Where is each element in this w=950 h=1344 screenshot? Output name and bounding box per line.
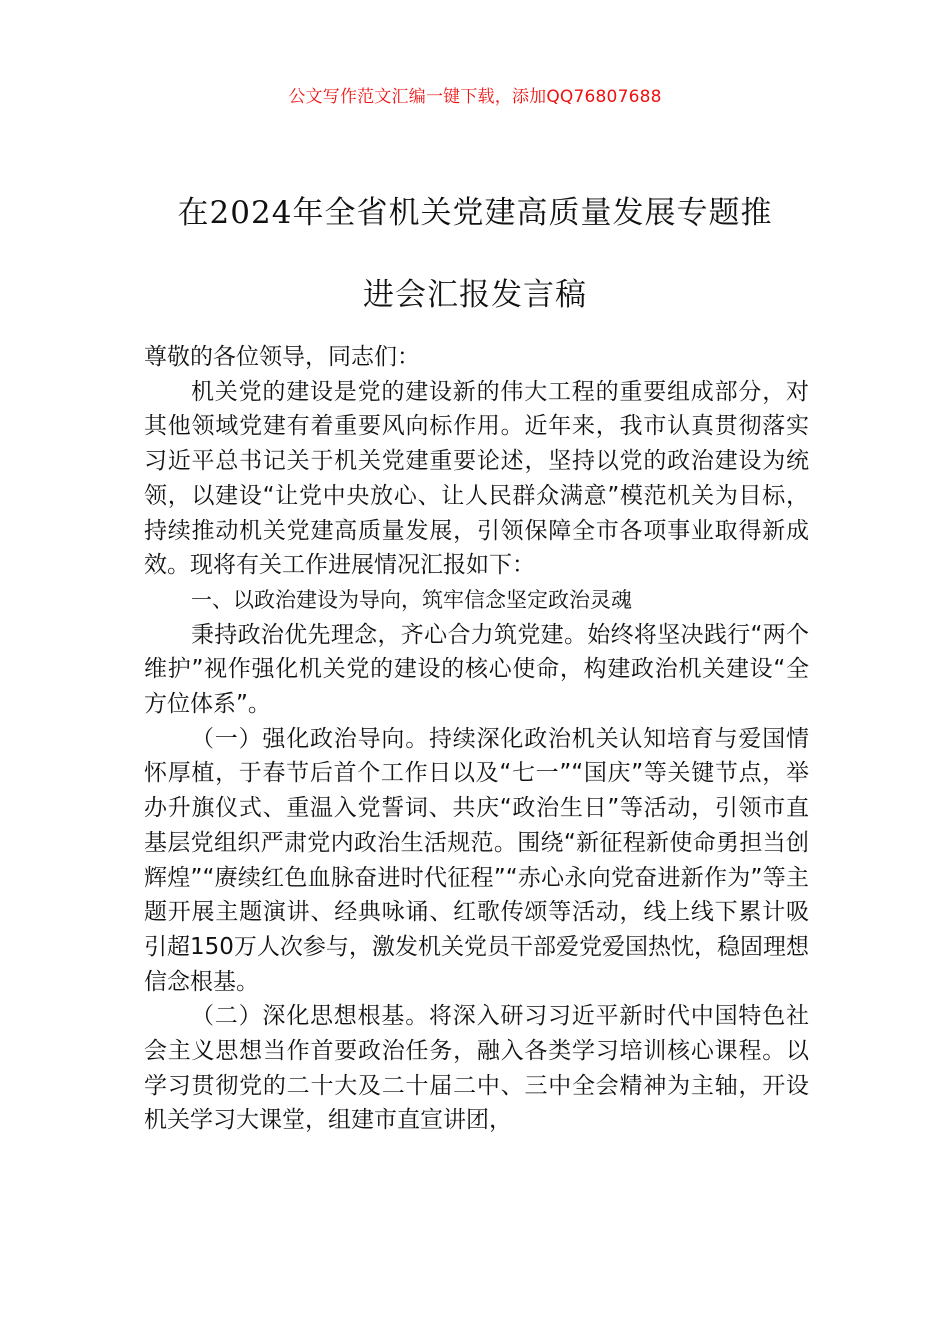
salutation: 尊敬的各位领导，同志们： [144,344,420,370]
title-line-2: 进会汇报发言稿 [363,277,587,313]
download-banner: 公文写作范文汇编一键下载，添加QQ76807688 [288,87,662,107]
paragraph-subsection-2: （二）深化思想根基。将深入研习习近平新时代中国特色社会主义思想当作首要政治任务，融入各类学习培训核心课程。以学习贯彻党的二十大及二十届二中、三中全会精神为主轴，开设机关学习大课堂，组建市直宣讲团， [144,1003,809,1134]
section-heading-1: 一、以政治建设为导向，筑牢信念坚定政治灵魂 [191,587,632,612]
document-title [110,172,840,336]
paragraph-intro: 机关党的建设是党的建设新的伟大工程的重要组成部分，对其他领域党建有着重要风向标作用。近年来，我市认真贯彻落实习近平总书记关于机关党建重要论述，坚持以党的政治建设为统领，以建设“让党中央放心、让人民群众满意”模范机关为目标，持续推动机关党建高质量发展，引领保障全市各项事业取得新成效。现将有关工作进展情况汇报如下： [144,378,809,579]
paragraph-subsection-1: （一）强化政治导向。持续深化政治机关认知培育与爱国情怀厚植，于春节后首个工作日以及“七一”“国庆”等关键节点，举办升旗仪式、重温入党誓词、共庆“政治生日”等活动，引领市直基层党组织严肃党内政治生活规范。围绕“新征程新使命勇担当创辉煌”“赓续红色血脉奋进时代征程”“赤心永向党奋进新作为”等主题开展主题演讲、经典咏诵、红歌传颂等活动，线上线下累计吸引超150万人次参与，激发机关党员干部爱党爱国热忱，稳固理想信念根基。 [144,725,809,995]
title-line-1: 在2024年全省机关党建高质量发展专题推 [177,195,773,231]
document-body [144,340,809,1138]
paragraph-section-1-summary: 秉持政治优先理念，齐心合力筑党建。始终将坚决践行“两个维护”视作强化机关党的建设的核心使命，构建政治机关建设“全方位体系”。 [144,621,809,718]
